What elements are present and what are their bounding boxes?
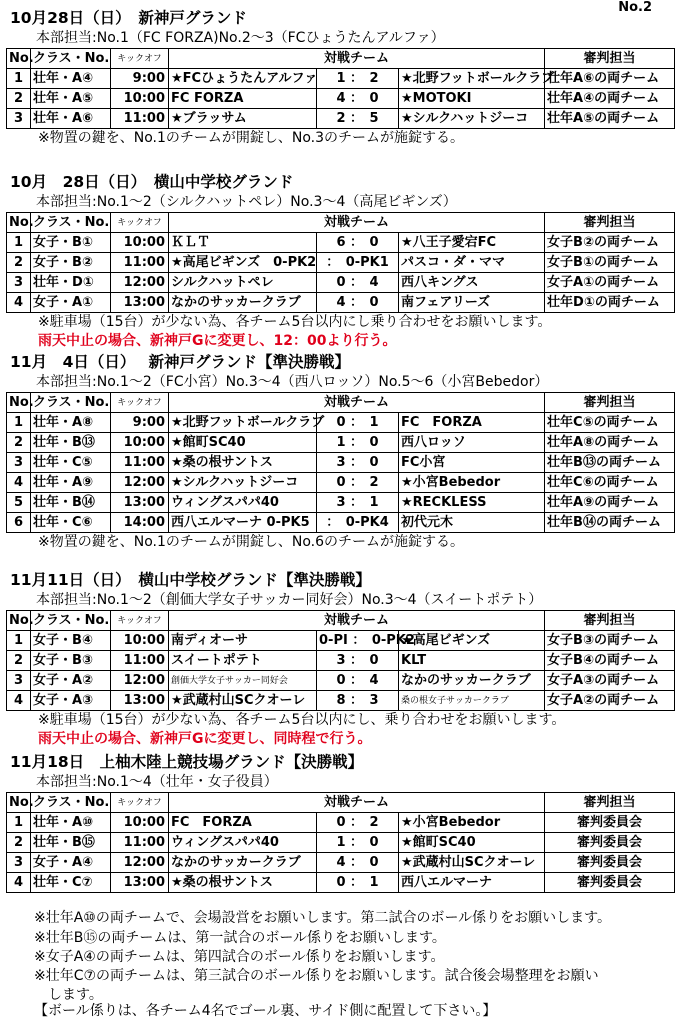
referee-assignment: 審判委員会 bbox=[545, 853, 675, 873]
score: 6 ： 0 bbox=[317, 233, 399, 253]
kickoff-time: 13:00 bbox=[111, 293, 169, 313]
class-code: 女子・A③ bbox=[31, 691, 111, 711]
team-b: ★RECKLESS bbox=[399, 493, 545, 513]
footer-note: ※壮年A⑩の両チームで、会場設営をお願いします。第二試合のボール係りをお願いします。 bbox=[34, 910, 612, 926]
class-code: 壮年・A⑧ bbox=[31, 413, 111, 433]
header-class: クラス・No. bbox=[31, 611, 111, 631]
referee-assignment: 壮年B⑬の両チーム bbox=[545, 453, 675, 473]
team-b: ★シルクハットジーコ bbox=[399, 109, 545, 129]
table-row bbox=[7, 813, 675, 833]
table-row bbox=[7, 253, 675, 273]
match-table bbox=[6, 212, 675, 313]
section-title: 11月18日 上柚木陸上競技場グランド【決勝戦】 bbox=[10, 753, 364, 771]
header-kickoff: キックオフ bbox=[111, 393, 169, 413]
team-a: 南ディオーサ bbox=[169, 631, 317, 651]
header-class: クラス・No. bbox=[31, 213, 111, 233]
match-number: 1 bbox=[7, 233, 31, 253]
referee-assignment: 壮年A⑧の両チーム bbox=[545, 433, 675, 453]
team-b: なかのサッカークラブ bbox=[399, 671, 545, 691]
match-number: 4 bbox=[7, 691, 31, 711]
header-match: 対戦チーム bbox=[169, 793, 545, 813]
kickoff-time: 10:00 bbox=[111, 89, 169, 109]
kickoff-time: 12:00 bbox=[111, 671, 169, 691]
score: 3 ： 0 bbox=[317, 453, 399, 473]
table-row bbox=[7, 69, 675, 89]
team-a: ＫＬＴ bbox=[169, 233, 317, 253]
referee-assignment: 壮年A⑥の両チーム bbox=[545, 69, 675, 89]
team-a: スイートポテト bbox=[169, 651, 317, 671]
team-a: ★ブラッサム bbox=[169, 109, 317, 129]
match-number: 6 bbox=[7, 513, 31, 533]
match-table bbox=[6, 792, 675, 893]
schedule-section bbox=[6, 8, 674, 148]
team-b: 西八キングス bbox=[399, 273, 545, 293]
team-b: ★北野フットボールクラブ bbox=[399, 69, 545, 89]
footer-note: ※壮年C⑦の両チームは、第三試合のボール係りをお願いします。試合後会場整理をお願い bbox=[34, 968, 599, 984]
kickoff-time: 11:00 bbox=[111, 253, 169, 273]
team-b: 桑の根女子サッカークラブ bbox=[399, 691, 545, 711]
team-b: KLT bbox=[399, 651, 545, 671]
team-b: FC FORZA bbox=[399, 413, 545, 433]
kickoff-time: 13:00 bbox=[111, 691, 169, 711]
match-number: 4 bbox=[7, 473, 31, 493]
match-table bbox=[6, 610, 675, 711]
footer-note: ※壮年B⑮の両チームは、第一試合のボール係りをお願いします。 bbox=[34, 930, 446, 946]
score: 1 ： 2 bbox=[317, 69, 399, 89]
table-header-row bbox=[7, 49, 675, 69]
match-table bbox=[6, 48, 675, 129]
team-b: ★MOTOKI bbox=[399, 89, 545, 109]
referee-assignment: 女子B④の両チーム bbox=[545, 651, 675, 671]
table-row bbox=[7, 853, 675, 873]
header-no: No. bbox=[7, 49, 31, 69]
referee-assignment: 女子A③の両チーム bbox=[545, 671, 675, 691]
rain-notice: 雨天中止の場合、新神戸Gに変更し、同時程で行う。 bbox=[38, 731, 372, 747]
section-title: 10月28日（日） 新神戸グランド bbox=[10, 9, 247, 27]
score: 8 ： 3 bbox=[317, 691, 399, 711]
table-row bbox=[7, 109, 675, 129]
section-title: 10月 28日（日） 横山中学校グランド bbox=[10, 173, 294, 191]
class-code: 壮年・A⑩ bbox=[31, 813, 111, 833]
kickoff-time: 13:00 bbox=[111, 493, 169, 513]
section-note: ※駐車場（15台）が少ない為、各チーム5台以内にし、乗り合わせをお願いします。 bbox=[38, 712, 566, 728]
header-kickoff: キックオフ bbox=[111, 49, 169, 69]
class-code: 壮年・A④ bbox=[31, 69, 111, 89]
team-a: なかのサッカークラブ bbox=[169, 853, 317, 873]
table-row bbox=[7, 273, 675, 293]
header-referee: 審判担当 bbox=[545, 393, 675, 413]
team-a: ウィングスパパ40 bbox=[169, 493, 317, 513]
header-referee: 審判担当 bbox=[545, 49, 675, 69]
footer-note: します。 bbox=[34, 987, 103, 1003]
class-code: 壮年・B⑮ bbox=[31, 833, 111, 853]
schedule-section bbox=[6, 752, 674, 893]
kickoff-time: 9:00 bbox=[111, 413, 169, 433]
referee-assignment: 壮年A⑤の両チーム bbox=[545, 109, 675, 129]
header-no: No. bbox=[7, 611, 31, 631]
score: 3 ： 1 bbox=[317, 493, 399, 513]
team-b: 初代元木 bbox=[399, 513, 545, 533]
match-number: 3 bbox=[7, 671, 31, 691]
kickoff-time: 10:00 bbox=[111, 813, 169, 833]
table-row bbox=[7, 413, 675, 433]
match-number: 3 bbox=[7, 273, 31, 293]
score: 1 ： 0 bbox=[317, 833, 399, 853]
class-code: 女子・B② bbox=[31, 253, 111, 273]
header-no: No. bbox=[7, 393, 31, 413]
kickoff-time: 10:00 bbox=[111, 631, 169, 651]
section-note: ※駐車場（15台）が少ない為、各チーム5台以内にし乗り合わせをお願いします。 bbox=[38, 314, 552, 330]
team-a: ★FCひょうたんアルファ bbox=[169, 69, 317, 89]
score: 0 ： 1 bbox=[317, 413, 399, 433]
kickoff-time: 9:00 bbox=[111, 69, 169, 89]
match-number: 2 bbox=[7, 253, 31, 273]
team-b: ★高尾ビギンズ bbox=[399, 631, 545, 651]
header-no: No. bbox=[7, 213, 31, 233]
table-row bbox=[7, 473, 675, 493]
referee-assignment: 審判委員会 bbox=[545, 833, 675, 853]
class-code: 壮年・A⑥ bbox=[31, 109, 111, 129]
class-code: 女子・B① bbox=[31, 233, 111, 253]
referee-assignment: 壮年B⑭の両チーム bbox=[545, 513, 675, 533]
score: 4 ： 0 bbox=[317, 293, 399, 313]
team-b: 南フェアリーズ bbox=[399, 293, 545, 313]
team-a: ★桑の根サントス bbox=[169, 453, 317, 473]
header-match: 対戦チーム bbox=[169, 393, 545, 413]
match-number: 2 bbox=[7, 89, 31, 109]
schedule-section bbox=[6, 570, 674, 749]
team-a: 創価大学女子サッカー同好会 bbox=[169, 671, 317, 691]
match-number: 1 bbox=[7, 813, 31, 833]
referee-assignment: 壮年C⑤の両チーム bbox=[545, 413, 675, 433]
team-a: ★シルクハットジーコ bbox=[169, 473, 317, 493]
table-row bbox=[7, 493, 675, 513]
header-referee: 審判担当 bbox=[545, 793, 675, 813]
score: 2 ： 5 bbox=[317, 109, 399, 129]
class-code: 壮年・C⑥ bbox=[31, 513, 111, 533]
team-a: ★桑の根サントス bbox=[169, 873, 317, 893]
table-row bbox=[7, 691, 675, 711]
team-a: シルクハットペレ bbox=[169, 273, 317, 293]
team-b: ★小宮Bebedor bbox=[399, 473, 545, 493]
team-a: FC FORZA bbox=[169, 813, 317, 833]
class-code: 壮年・B⑬ bbox=[31, 433, 111, 453]
team-a: なかのサッカークラブ bbox=[169, 293, 317, 313]
kickoff-time: 10:00 bbox=[111, 233, 169, 253]
team-b: ★八王子愛宕FC bbox=[399, 233, 545, 253]
score: 0 ： 1 bbox=[317, 873, 399, 893]
referee-assignment: 審判委員会 bbox=[545, 813, 675, 833]
class-code: 壮年・B⑭ bbox=[31, 493, 111, 513]
page-number: No.2 bbox=[618, 0, 652, 15]
table-header-row bbox=[7, 393, 675, 413]
kickoff-time: 11:00 bbox=[111, 651, 169, 671]
class-code: 壮年・A⑤ bbox=[31, 89, 111, 109]
table-row bbox=[7, 293, 675, 313]
score: ： 0-PK4 bbox=[317, 513, 399, 533]
table-row bbox=[7, 233, 675, 253]
section-subtitle: 本部担当:No.1～2（シルクハットペレ）No.3～4（高尾ビギンズ） bbox=[36, 194, 457, 210]
score: 0 ： 2 bbox=[317, 473, 399, 493]
team-a: ★高尾ビギンズ 0-PK2 bbox=[169, 253, 317, 273]
score: 0 ： 4 bbox=[317, 671, 399, 691]
header-referee: 審判担当 bbox=[545, 611, 675, 631]
team-b: ★館町SC40 bbox=[399, 833, 545, 853]
table-row bbox=[7, 651, 675, 671]
team-b: 西八ロッソ bbox=[399, 433, 545, 453]
score: 0-PI ： 0-PK2 bbox=[317, 631, 399, 651]
kickoff-time: 14:00 bbox=[111, 513, 169, 533]
team-b: FC小宮 bbox=[399, 453, 545, 473]
match-number: 3 bbox=[7, 853, 31, 873]
team-b: ★武蔵村山SCクオーレ bbox=[399, 853, 545, 873]
kickoff-time: 12:00 bbox=[111, 473, 169, 493]
header-match: 対戦チーム bbox=[169, 213, 545, 233]
section-subtitle: 本部担当:No.1（FC FORZA)No.2～3（FCひょうたんアルファ） bbox=[36, 30, 445, 46]
schedule-section bbox=[6, 352, 674, 552]
team-b: パスコ・ダ・ママ bbox=[399, 253, 545, 273]
section-subtitle: 本部担当:No.1～2（創価大学女子サッカー同好会）No.3～4（スイートポテト） bbox=[36, 592, 543, 608]
team-a: FC FORZA bbox=[169, 89, 317, 109]
match-number: 1 bbox=[7, 69, 31, 89]
team-a: ★武蔵村山SCクオーレ bbox=[169, 691, 317, 711]
kickoff-time: 10:00 bbox=[111, 433, 169, 453]
team-b: ★小宮Bebedor bbox=[399, 813, 545, 833]
match-number: 4 bbox=[7, 873, 31, 893]
table-row bbox=[7, 671, 675, 691]
header-class: クラス・No. bbox=[31, 49, 111, 69]
team-a: ウィングスパパ40 bbox=[169, 833, 317, 853]
table-row bbox=[7, 833, 675, 853]
class-code: 女子・B④ bbox=[31, 631, 111, 651]
header-kickoff: キックオフ bbox=[111, 213, 169, 233]
header-kickoff: キックオフ bbox=[111, 611, 169, 631]
score: 4 ： 0 bbox=[317, 853, 399, 873]
footer-note: 【ボール係りは、各チーム4名でゴール裏、サイド側に配置して下さい。】 bbox=[34, 1003, 497, 1019]
referee-assignment: 壮年A④の両チーム bbox=[545, 89, 675, 109]
referee-assignment: 女子B①の両チーム bbox=[545, 253, 675, 273]
class-code: 女子・B③ bbox=[31, 651, 111, 671]
kickoff-time: 13:00 bbox=[111, 873, 169, 893]
kickoff-time: 12:00 bbox=[111, 853, 169, 873]
referee-assignment: 壮年D①の両チーム bbox=[545, 293, 675, 313]
match-table bbox=[6, 392, 675, 533]
score: ： 0-PK1 bbox=[317, 253, 399, 273]
team-a: ★館町SC40 bbox=[169, 433, 317, 453]
header-class: クラス・No. bbox=[31, 793, 111, 813]
score: 1 ： 0 bbox=[317, 433, 399, 453]
match-number: 2 bbox=[7, 651, 31, 671]
class-code: 壮年・C⑤ bbox=[31, 453, 111, 473]
section-note: ※物置の鍵を、No.1のチームが開錠し、No.3のチームが施錠する。 bbox=[38, 130, 465, 146]
match-number: 2 bbox=[7, 433, 31, 453]
referee-assignment: 女子A①の両チーム bbox=[545, 273, 675, 293]
class-code: 壮年・C⑦ bbox=[31, 873, 111, 893]
referee-assignment: 壮年C⑥の両チーム bbox=[545, 473, 675, 493]
table-row bbox=[7, 89, 675, 109]
section-note: ※物置の鍵を、No.1のチームが開錠し、No.6のチームが施錠する。 bbox=[38, 534, 465, 550]
match-number: 5 bbox=[7, 493, 31, 513]
table-header-row bbox=[7, 611, 675, 631]
table-row bbox=[7, 453, 675, 473]
team-a: 西八エルマーナ 0-PK5 bbox=[169, 513, 317, 533]
section-subtitle: 本部担当:No.1～4（壮年・女子役員） bbox=[36, 774, 278, 790]
table-row bbox=[7, 873, 675, 893]
referee-assignment: 女子B③の両チーム bbox=[545, 631, 675, 651]
match-number: 2 bbox=[7, 833, 31, 853]
score: 4 ： 0 bbox=[317, 89, 399, 109]
referee-assignment: 女子B②の両チーム bbox=[545, 233, 675, 253]
kickoff-time: 12:00 bbox=[111, 273, 169, 293]
table-row bbox=[7, 631, 675, 651]
referee-assignment: 壮年A⑨の両チーム bbox=[545, 493, 675, 513]
kickoff-time: 11:00 bbox=[111, 109, 169, 129]
table-row bbox=[7, 513, 675, 533]
class-code: 女子・A② bbox=[31, 671, 111, 691]
match-number: 4 bbox=[7, 293, 31, 313]
section-title: 11月11日（日） 横山中学校グランド【準決勝戦】 bbox=[10, 571, 371, 589]
header-class: クラス・No. bbox=[31, 393, 111, 413]
header-kickoff: キックオフ bbox=[111, 793, 169, 813]
match-number: 3 bbox=[7, 109, 31, 129]
table-row bbox=[7, 433, 675, 453]
class-code: 女子・A① bbox=[31, 293, 111, 313]
class-code: 女子・A④ bbox=[31, 853, 111, 873]
referee-assignment: 女子A②の両チーム bbox=[545, 691, 675, 711]
section-title: 11月 4日（日） 新神戸グランド【準決勝戦】 bbox=[10, 353, 351, 371]
team-a: ★北野フットボールクラブ bbox=[169, 413, 317, 433]
section-subtitle: 本部担当:No.1～2（FC小宮）No.3～4（西八ロッソ）No.5～6（小宮Bebedor） bbox=[36, 374, 549, 390]
kickoff-time: 11:00 bbox=[111, 833, 169, 853]
match-number: 1 bbox=[7, 631, 31, 651]
header-match: 対戦チーム bbox=[169, 49, 545, 69]
match-number: 3 bbox=[7, 453, 31, 473]
rain-notice: 雨天中止の場合、新神戸Gに変更し、12：00より行う。 bbox=[38, 333, 397, 349]
team-b: 西八エルマーナ bbox=[399, 873, 545, 893]
schedule-section bbox=[6, 172, 674, 351]
class-code: 壮年・D① bbox=[31, 273, 111, 293]
footer-note: ※女子A④の両チームは、第四試合のボール係りをお願いします。 bbox=[34, 949, 445, 965]
score: 0 ： 4 bbox=[317, 273, 399, 293]
header-match: 対戦チーム bbox=[169, 611, 545, 631]
table-header-row bbox=[7, 793, 675, 813]
score: 3 ： 0 bbox=[317, 651, 399, 671]
header-no: No. bbox=[7, 793, 31, 813]
table-header-row bbox=[7, 213, 675, 233]
kickoff-time: 11:00 bbox=[111, 453, 169, 473]
referee-assignment: 審判委員会 bbox=[545, 873, 675, 893]
class-code: 壮年・A⑨ bbox=[31, 473, 111, 493]
score: 0 ： 2 bbox=[317, 813, 399, 833]
match-number: 1 bbox=[7, 413, 31, 433]
header-referee: 審判担当 bbox=[545, 213, 675, 233]
